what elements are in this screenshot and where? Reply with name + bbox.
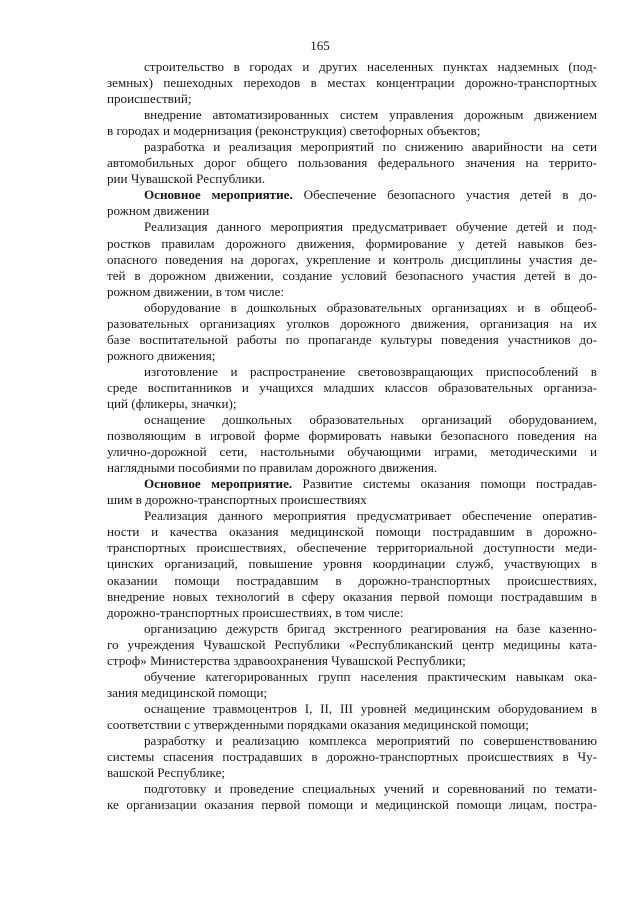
line-text: Развитие системы оказания помощи пострадав- <box>292 476 597 492</box>
line-text: земных) пешеходных переходов в местах концентрации дорожно-транспортных <box>107 75 597 91</box>
text-line <box>107 589 597 605</box>
line-text: дорожно-транспортных происшествиях, в том числе: <box>107 604 404 620</box>
line-text: опасного поведения на дорогах, укрепление и контроль дисциплины участия де- <box>107 251 597 267</box>
section-heading: Основное мероприятие. <box>144 187 293 203</box>
line-text: Реализация данного мероприятия предусматривает обучение детей и под- <box>144 219 597 235</box>
line-text: наглядными пособиями по правилам дорожного движения. <box>107 460 438 476</box>
text-line <box>107 139 597 155</box>
line-text: оснащение травмоцентров I, II, III уровней медицинским оборудованием в <box>144 700 597 716</box>
line-text: рожном движении, в том числе: <box>107 283 285 299</box>
text-line <box>107 59 597 75</box>
text-line <box>107 284 597 300</box>
line-text: вашской Республике; <box>107 765 226 781</box>
text-line <box>107 685 597 701</box>
section-heading: Основное мероприятие. <box>144 476 293 492</box>
line-text: рии Чувашской Республики. <box>107 171 266 187</box>
line-text: разработку и реализацию комплекса мероприятий по совершенствованию <box>144 732 597 748</box>
text-line <box>107 380 597 396</box>
text-line <box>107 107 597 123</box>
text-line <box>107 781 597 797</box>
text-line <box>107 91 597 107</box>
line-text: обучение категорированных групп населения практическим навыкам ока- <box>144 668 597 684</box>
text-line <box>107 171 597 187</box>
text-line <box>107 364 597 380</box>
text-line <box>107 316 597 332</box>
text-line <box>107 653 597 669</box>
line-text: рожного движения; <box>107 347 216 363</box>
line-text: транспортных происшествиях, обеспечение территориальной доступности меди- <box>107 540 597 556</box>
line-text: ростков правилам дорожного движения, формирование у детей навыков без- <box>107 235 597 251</box>
line-text: улично-дорожной сети, настольными обучающими играми, методическими и <box>107 444 597 460</box>
line-text: ке организации оказания первой помощи и медицинской помощи лицам, постра- <box>107 797 597 813</box>
text-line <box>107 268 597 284</box>
line-text: оказании помощи пострадавшим в дорожно-транспортных происшествиях, <box>107 572 597 588</box>
line-text: го учреждения Чувашской Республики «Республиканский центр медицины ката- <box>107 636 597 652</box>
text-line <box>107 492 597 508</box>
text-line <box>107 187 597 203</box>
text-line <box>107 236 597 252</box>
line-text: в городах и модернизация (реконструкция) светофорных объектов; <box>107 123 481 139</box>
text-line <box>107 701 597 717</box>
text-line <box>107 300 597 316</box>
line-text: цинских организаций, повышение уровня координации служб, участвующих в <box>107 556 597 572</box>
text-line <box>107 573 597 589</box>
line-text: оборудование в дошкольных образовательных организациях и в общеоб- <box>144 299 597 315</box>
line-text: ности и качества оказания медицинской помощи пострадавшим в дорожно- <box>107 524 597 540</box>
line-text: соответствии с утвержденными порядками оказания медицинской помощи; <box>107 716 529 732</box>
text-line <box>107 556 597 572</box>
text-line <box>107 733 597 749</box>
line-text: среде воспитанников и учащихся младших классов образовательных организа- <box>107 379 597 395</box>
text-line <box>107 396 597 412</box>
line-text: внедрение автоматизированных систем управления дорожным движением <box>144 107 597 123</box>
line-text: строительство в городах и других населенных пунктах надземных (под- <box>144 59 597 74</box>
text-line <box>107 332 597 348</box>
text-line <box>107 524 597 540</box>
line-text: изготовление и распространение световозвращающих приспособлений в <box>144 363 597 379</box>
line-text: автомобильных дорог общего пользования федерального значения на террито- <box>107 155 597 171</box>
text-line <box>107 765 597 781</box>
text-line <box>107 219 597 235</box>
line-text: строф» Министерства здравоохранения Чувашской Республики; <box>107 652 466 668</box>
line-text: разовательных организациях уголков дорожного движения, организация на их <box>107 315 597 331</box>
line-text: ций (фликеры, значки); <box>107 395 237 411</box>
text-line <box>107 252 597 268</box>
text-line <box>107 476 597 492</box>
line-text: рожном движении <box>107 203 210 219</box>
line-text: подготовку и проведение специальных учений и соревнований по темати- <box>144 781 597 797</box>
text-line <box>107 123 597 139</box>
text-line <box>107 203 597 219</box>
text-line <box>107 75 597 91</box>
line-text: зания медицинской помощи; <box>107 684 268 700</box>
text-line <box>107 669 597 685</box>
line-text: Обеспечение безопасного участия детей в до- <box>292 187 597 203</box>
text-line <box>107 637 597 653</box>
text-line <box>107 621 597 637</box>
text-line <box>107 540 597 556</box>
text-line <box>107 412 597 428</box>
text-line <box>107 797 597 813</box>
body-text <box>107 59 597 813</box>
line-text: оснащение дошкольных образовательных организаций оборудованием, <box>144 412 597 428</box>
text-line <box>107 460 597 476</box>
text-line <box>107 155 597 171</box>
line-text: организацию дежурств бригад экстренного реагирования на базе казенно- <box>144 620 597 636</box>
line-text: шим в дорожно-транспортных происшествиях <box>107 492 367 508</box>
line-text: происшествий; <box>107 91 192 107</box>
page-number: 165 <box>310 38 330 53</box>
text-line <box>107 717 597 733</box>
line-text: тей в дорожном движении, создание условий безопасного участия детей в до- <box>107 267 597 283</box>
text-line <box>107 444 597 460</box>
text-line <box>107 348 597 364</box>
line-text: разработка и реализация мероприятий по снижению аварийности на сети <box>144 139 597 155</box>
text-line <box>107 749 597 765</box>
line-text: базе воспитательной работы по пропаганде культуры поведения участников до- <box>107 331 597 347</box>
line-text: внедрение новых технологий в сферу оказания первой помощи пострадавшим в <box>107 588 597 604</box>
text-line <box>107 508 597 524</box>
line-text: позволяющим в игровой форме формировать навыки безопасного поведения на <box>107 428 597 444</box>
text-line <box>107 605 597 621</box>
text-line <box>107 428 597 444</box>
line-text: системы спасения пострадавших в дорожно-транспортных происшествиях в Чу- <box>107 749 597 765</box>
line-text: Реализация данного мероприятия предусматривает обеспечение оператив- <box>144 508 597 524</box>
